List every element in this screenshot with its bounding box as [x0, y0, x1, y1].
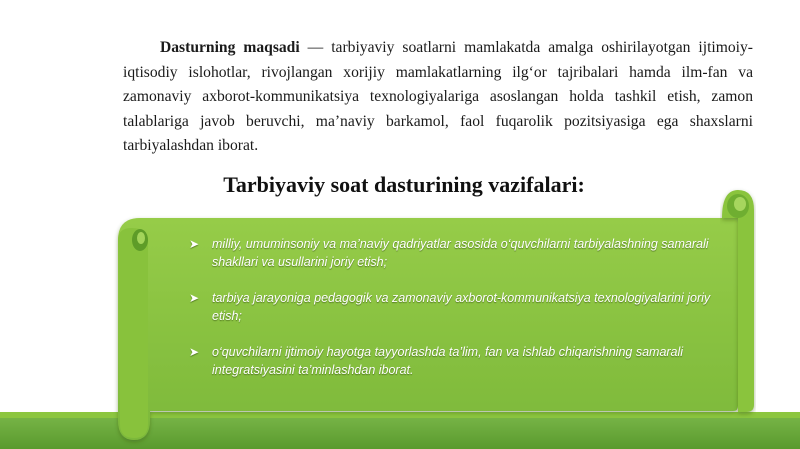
- section-heading-text: Tarbiyaviy soat dasturining vazifalari:: [223, 172, 585, 197]
- bullet-list: [190, 236, 720, 398]
- list-item: [190, 344, 720, 379]
- intro-lead: Dasturning maqsadi: [160, 39, 300, 56]
- arrow-bullet-icon: ➤: [189, 345, 200, 359]
- intro-body: — tarbiyaviy soatlarni mamlakatda amalga oshirilayotgan ijtimoiy-iqtisodiy islohotlar, rivojlangan xorijiy mamlakatlarning ilg‘or tajribalari hamda ilm-fan va zamonaviy axborot-kommunikatsiya texnologiyalariga asoslangan holda tashkil etish, zamon talablariga javob beruvchi, ma’naviy barkamol, faol fuqarolik pozitsiyasiga ega shaxslarni tarbiyalashdan iborat.: [123, 39, 753, 154]
- scroll-roll-left: [118, 228, 148, 438]
- list-item-text: o‘quvchilarni ijtimoiy hayotga tayyorlashda ta’lim, fan va ishlab chiqarishning samarali integratsiyasini ta’minlashdan iborat.: [212, 345, 684, 377]
- list-item-text: milliy, umuminsoniy va ma’naviy qadriyatlar asosida o‘quvchilarni tarbiyalashning samarali shakllari va usullarini joriy etish;: [212, 237, 709, 269]
- list-item: [190, 236, 720, 271]
- list-item-text: tarbiya jarayoniga pedagogik va zamonaviy axborot-kommunikatsiya texnologiyalarini joriy etish;: [212, 291, 711, 323]
- arrow-bullet-icon: ➤: [189, 291, 200, 305]
- list-item: [190, 290, 720, 325]
- arrow-bullet-icon: ➤: [189, 237, 200, 251]
